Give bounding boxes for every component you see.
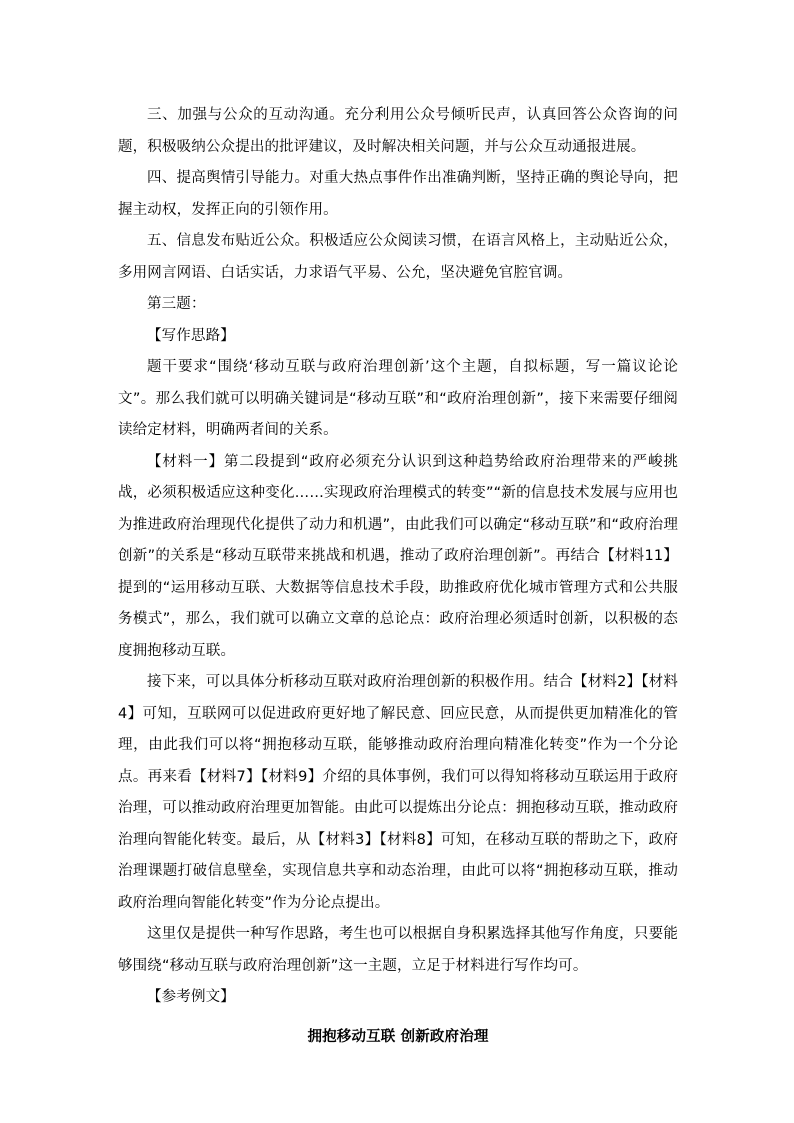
paragraph-question-requirement: 题干要求“围绕‘移动互联与政府治理创新’这个主题，自拟标题，写一篇议论论文”。那么我们就可以明确关键词是“移动互联”和“政府治理创新”，接下来需要仔细阅读给定材料，明确两者间的关系。 [118, 359, 678, 438]
paragraph-opinion-guidance: 四、提高舆情引导能力。对重大热点事件作出准确判断，坚持正确的舆论导向，把握主动权，发挥正向的引领作用。 [118, 170, 678, 218]
section-heading-writing-approach: 【写作思路】 [147, 327, 235, 344]
document-body [118, 100, 678, 1053]
paragraph-strengthen-interaction: 三、加强与公众的互动沟通。充分利用公众号倾听民声，认真回答公众咨询的问题，积极吸纳公众提出的批评建议，及时解决相关问题，并与公众互动通报进展。 [118, 107, 678, 155]
paragraph-alternative-angles: 这里仅是提供一种写作思路，考生也可以根据自身积累选择其他写作角度，只要能够围绕“移动互联与政府治理创新”这一主题，立足于材料进行写作均可。 [118, 926, 678, 974]
section-heading-reference-essay: 【参考例文】 [147, 989, 235, 1005]
essay-title: 拥抱移动互联 创新政府治理 [307, 1028, 489, 1045]
section-heading-question-three: 第三题： [147, 296, 206, 312]
paragraph-close-to-public: 五、信息发布贴近公众。积极适应公众阅读习惯，在语言风格上，主动贴近公众，多用网言网语、白话实话，力求语气平易、公允，坚决避免官腔官调。 [118, 233, 678, 281]
paragraph-material-one-analysis: 【材料一】第二段提到“政府必须充分认识到这种趋势给政府治理带来的严峻挑战，必须积极适应这种变化……实现政府治理模式的转变”“新的信息技术发展与应用也为推进政府治理现代化提供了动力和机遇”，由此我们可以确定“移动互联”和“政府治理创新”的关系是“移动互联带来挑战和机遇，推动了政府治理创新”。再结合【材料11】提到的“运用移动互联、大数据等信息技术手段，助推政府优化城市管理方式和公共服务模式”，那么，我们就可以确立文章的总论点：政府治理必须适时创新，以积极的态度拥抱移动互联。 [118, 453, 678, 659]
paragraph-sub-arguments: 接下来，可以具体分析移动互联对政府治理创新的积极作用。结合【材料2】【材料4】可知，互联网可以促进政府更好地了解民意、回应民意，从而提供更加精准化的管理，由此我们可以将“拥抱移动互联，能够推动政府治理向精准化转变”作为一个分论点。再来看【材料7】【材料9】介绍的具体事例，我们可以得知将移动互联运用于政府治理，可以推动政府治理更加智能。由此可以提炼出分论点：拥抱移动互联，推动政府治理向智能化转变。最后，从【材料3】【材料8】可知，在移动互联的帮助之下，政府治理课题打破信息壁垒，实现信息共享和动态治理，由此可以将“拥抱移动互联，推动政府治理向智能化转变”作为分论点提出。 [118, 674, 678, 911]
